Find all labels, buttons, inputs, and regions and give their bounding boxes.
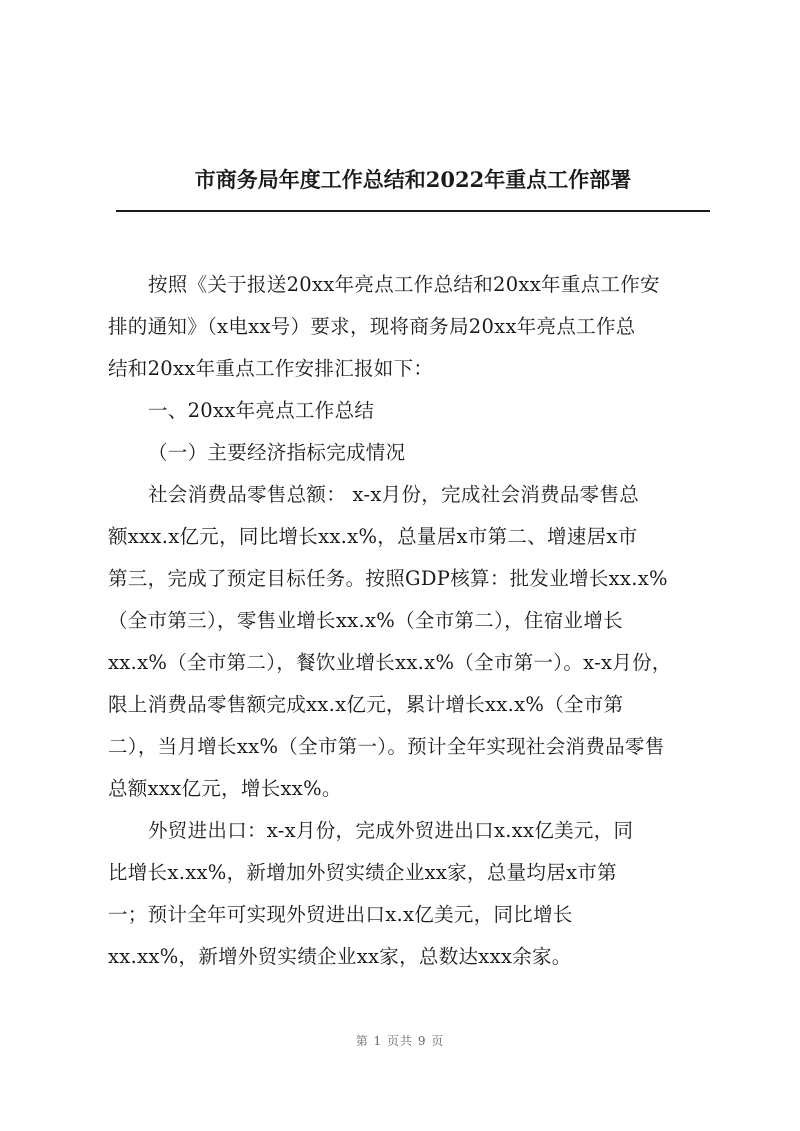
paragraph-line: 结和20xx年重点工作安排汇报如下： <box>108 357 434 380</box>
paragraph-line: 排的通知》（x电xx号）要求，现将商务局20xx年亮点工作总 <box>108 315 636 338</box>
paragraph-line: 比增长x.xx%，新增加外贸实绩企业xx家，总量均居x市第 <box>108 861 617 884</box>
paragraph-line: 二），当月增长xx%（全市第一）。预计全年实现社会消费品零售 <box>108 735 665 758</box>
paragraph-line: xx.xx%，新增外贸实绩企业xx家，总数达xxx余家。 <box>108 945 572 968</box>
section-heading: 一、20xx年亮点工作总结 <box>148 399 375 422</box>
paragraph-line: xx.x%（全市第二），餐饮业增长xx.x%（全市第一）。x-x月份， <box>108 651 672 674</box>
paragraph-line: 社会消费品零售总额： x-x月份，完成社会消费品零售总 <box>148 483 640 506</box>
document-title: 市商务局年度工作总结和2022年重点工作部署 <box>194 167 632 192</box>
paragraph-line: （全市第三），零售业增长xx.x%（全市第二），住宿业增长 <box>108 609 623 632</box>
paragraph-line: 第三，完成了预定目标任务。按照GDP核算：批发业增长xx.x% <box>108 567 668 590</box>
title-underline <box>116 210 710 212</box>
paragraph-line: 一；预计全年可实现外贸进出口x.x亿美元，同比增长 <box>108 903 573 926</box>
paragraph-line: 限上消费品零售额完成xx.x亿元，累计增长xx.x%（全市第 <box>108 693 624 716</box>
paragraph-line: 外贸进出口：x-x月份，完成外贸进出口x.xx亿美元，同 <box>148 819 634 842</box>
subsection-heading: （一）主要经济指标完成情况 <box>148 441 406 464</box>
paragraph-line: 额xxx.x亿元，同比增长xx.x%，总量居x市第二、增速居x市 <box>108 525 638 548</box>
paragraph-line: 总额xxx亿元，增长xx%。 <box>108 777 342 800</box>
paragraph-line: 按照《关于报送20xx年亮点工作总结和20xx年重点工作安 <box>148 273 660 296</box>
page-number-footer: 第 1 页共 9 页 <box>355 1034 445 1048</box>
